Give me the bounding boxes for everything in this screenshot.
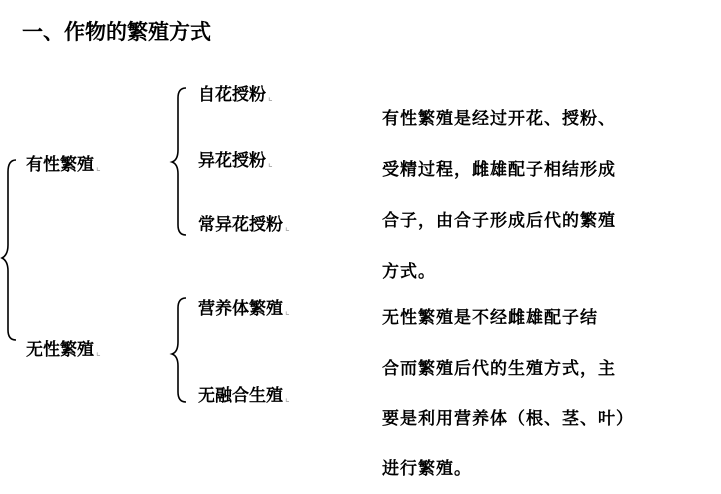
sub-self-pollination: 自花授粉 ⌞	[198, 85, 273, 105]
asexual-desc-line-4: 进行繁殖。	[382, 459, 472, 479]
sub-apomixis: 无融合生殖 ⌞	[198, 386, 290, 406]
main-brace	[2, 160, 16, 340]
sexual-desc-line-1: 有性繁殖是经过开花、授粉、	[382, 109, 616, 129]
sexual-desc-line-3: 合子，由合子形成后代的繁殖	[382, 211, 616, 231]
sexual-brace	[172, 88, 186, 235]
asexual-desc-line-1: 无性繁殖是不经雌雄配子结	[382, 308, 598, 328]
sub-often-cross-pollination: 常异花授粉 ⌞	[198, 215, 290, 235]
asexual-desc-line-2: 合而繁殖后代的生殖方式，主	[382, 359, 616, 379]
sexual-desc-line-4: 方式。	[382, 262, 436, 282]
asexual-brace	[172, 298, 186, 402]
sexual-desc-line-2: 受精过程，雌雄配子相结形成	[382, 160, 616, 180]
sub-vegetative-propagation: 营养体繁殖 ⌞	[198, 299, 290, 319]
category-asexual: 无性繁殖 ⌞	[26, 340, 101, 360]
sub-cross-pollination: 异花授粉 ⌞	[198, 151, 273, 171]
category-sexual: 有性繁殖 ⌞	[26, 155, 101, 175]
asexual-desc-line-3: 要是利用营养体（根、茎、叶）	[382, 409, 634, 429]
page-title: 一、作物的繁殖方式	[22, 20, 211, 44]
